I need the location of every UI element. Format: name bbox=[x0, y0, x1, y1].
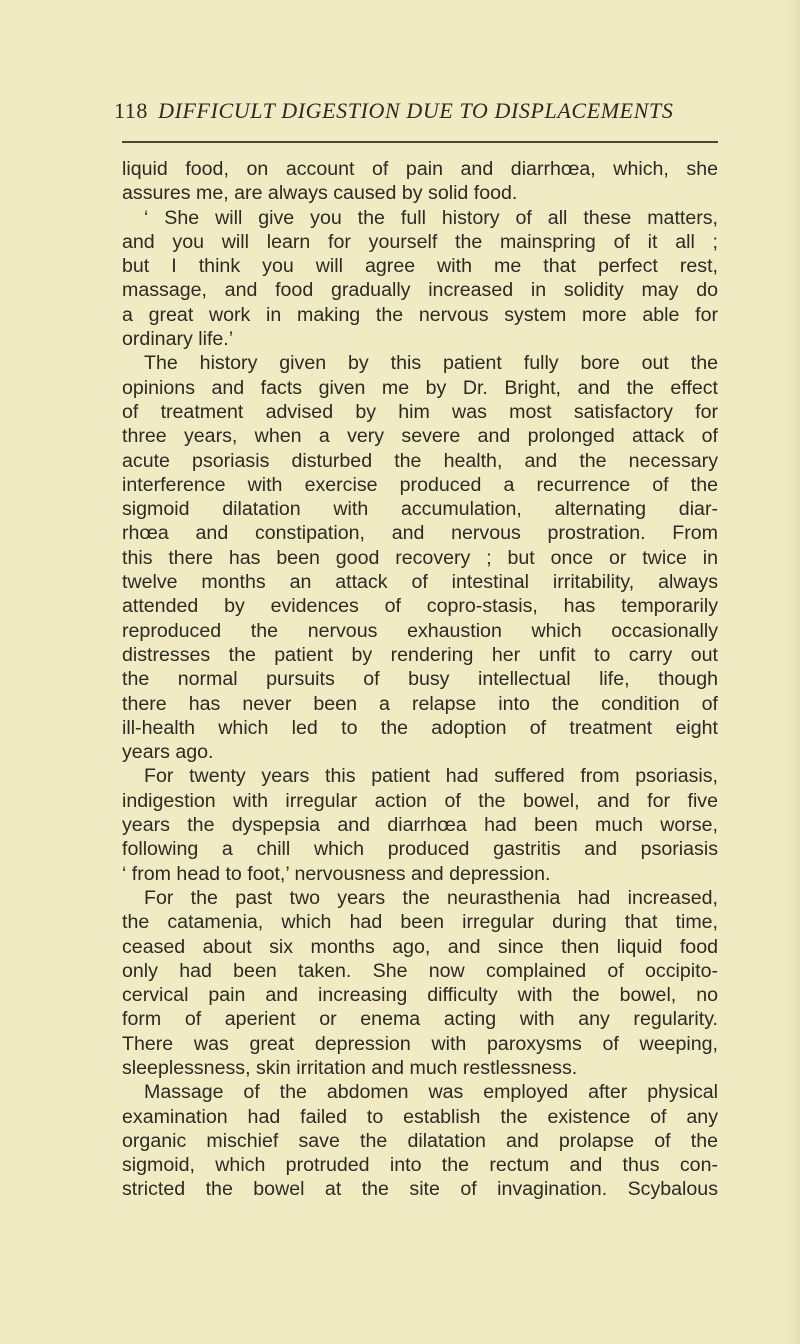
page-edge bbox=[786, 0, 800, 1344]
text-line: indigestion with irregular action of the bowel, and for five bbox=[122, 789, 718, 812]
text-line: attended by evidences of copro-stasis, has temporarily bbox=[122, 595, 718, 618]
text-line: there has never been a relapse into the condition of bbox=[122, 692, 718, 715]
text-line: the normal pursuits of busy intellectual life, though bbox=[122, 668, 718, 691]
page-number: 118 bbox=[114, 98, 148, 123]
text-line: this there has been good recovery ; but once or twice in bbox=[122, 546, 718, 569]
text-line: ceased about six months ago, and since then liquid food bbox=[122, 935, 718, 958]
text-line: distresses the patient by rendering her unfit to carry out bbox=[122, 643, 718, 666]
text-line: the catamenia, which had been irregular during that time, bbox=[122, 911, 718, 934]
text-line: sleeplessness, skin irritation and much restlessness. bbox=[122, 1056, 578, 1079]
text-line: For the past two years the neurasthenia had increased, bbox=[144, 886, 718, 909]
running-title: DIFFICULT DIGESTION DUE TO DISPLACEMENTS bbox=[158, 98, 674, 123]
text-line: interference with exercise produced a recurrence of the bbox=[122, 473, 718, 496]
text-line: years the dyspepsia and diarrhœa had been much worse, bbox=[122, 814, 718, 837]
text-line: The history given by this patient fully bore out the bbox=[144, 352, 718, 375]
body-text bbox=[122, 157, 718, 1202]
text-line: liquid food, on account of pain and diarrhœa, which, she bbox=[122, 158, 718, 180]
text-line: examination had failed to establish the existence of any bbox=[122, 1105, 718, 1128]
text-line: and you will learn for yourself the mainspring of it all ; bbox=[122, 230, 718, 253]
text-line: cervical pain and increasing difficulty with the bowel, no bbox=[122, 984, 718, 1007]
text-line: ordinary life.’ bbox=[122, 328, 234, 351]
text-line: three years, when a very severe and prolonged attack of bbox=[122, 425, 718, 448]
text-line: acute psoriasis disturbed the health, and the necessary bbox=[122, 449, 718, 472]
text-line: years ago. bbox=[122, 741, 214, 764]
text-line: sigmoid dilatation with accumulation, alternating diar- bbox=[122, 498, 718, 521]
text-line: stricted the bowel at the site of invagination. Scybalous bbox=[122, 1178, 718, 1201]
text-line: twelve months an attack of intestinal irritability, always bbox=[122, 571, 718, 594]
text-line: organic mischief save the dilatation and prolapse of the bbox=[122, 1129, 718, 1152]
text-line: but I think you will agree with me that perfect rest, bbox=[122, 255, 718, 278]
text-line: For twenty years this patient had suffered from psoriasis, bbox=[144, 765, 718, 788]
text-line: reproduced the nervous exhaustion which occasionally bbox=[122, 619, 718, 642]
text-line: following a chill which produced gastritis and psoriasis bbox=[122, 838, 718, 861]
text-line: rhœa and constipation, and nervous prostration. From bbox=[122, 522, 718, 545]
text-line: of treatment advised by him was most satisfactory for bbox=[122, 400, 718, 423]
text-line: massage, and food gradually increased in solidity may do bbox=[122, 279, 718, 302]
text-line: ‘ from head to foot,’ nervousness and depression. bbox=[122, 862, 551, 885]
text-line: There was great depression with paroxysms of weeping, bbox=[122, 1032, 718, 1055]
text-line: assures me, are always caused by solid food. bbox=[122, 182, 518, 205]
text-line: sigmoid, which protruded into the rectum and thus con- bbox=[122, 1154, 718, 1177]
text-line: ill-health which led to the adoption of treatment eight bbox=[122, 716, 718, 739]
text-line: a great work in making the nervous system more able for bbox=[122, 303, 718, 326]
header-rule bbox=[122, 141, 718, 143]
text-line: only had been taken. She now complained of occipito- bbox=[122, 959, 718, 982]
text-line: ‘ She will give you the full history of all these matters, bbox=[144, 206, 718, 229]
text-line: form of aperient or enema acting with any regularity. bbox=[122, 1008, 718, 1031]
text-line: opinions and facts given me by Dr. Bright, and the effect bbox=[122, 376, 718, 399]
running-header bbox=[114, 98, 728, 124]
text-line: Massage of the abdomen was employed after physical bbox=[144, 1081, 718, 1104]
